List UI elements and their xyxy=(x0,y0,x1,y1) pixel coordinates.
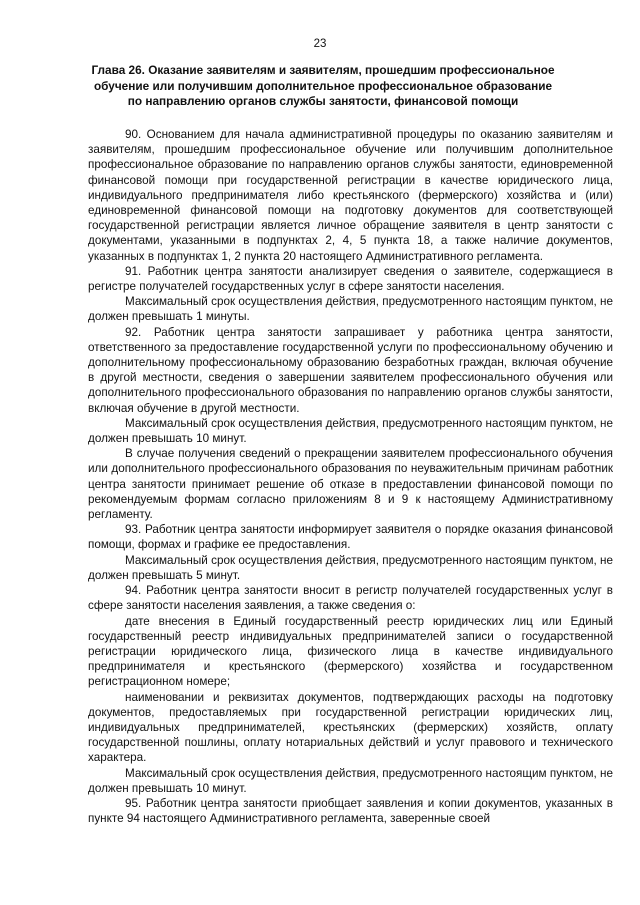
body-text xyxy=(88,127,613,826)
paragraph-92: 92. Работник центра занятости запрашивает у работника центра занятости, ответственного за предоставление государственной услуги по профессиональному обучению и дополнительному профессиональному образованию безработных граждан, включая обучение в другой местности, сведения о завершении заявителем профессионального обучения или дополнительного профессионального образования по направлению органов службы занятости, включая обучение в другой местности. xyxy=(88,325,613,415)
paragraph-92-time-limit: Максимальный срок осуществления действия, предусмотренного настоящим пунктом, не должен превышать 10 минут. xyxy=(88,416,613,446)
paragraph-94-item-documents: наименовании и реквизитах документов, подтверждающих расходы на подготовку документов, предоставляемых при государственной регистрации юридических лиц, индивидуальных предпринимателей, крестьянских (фермерских) хозяйств, оплату государственной пошлины, оплату нотариальных действий и услуг правового и технического характера. xyxy=(88,690,613,765)
paragraph-94-item-registration-date: дате внесения в Единый государственный реестр юридических лиц или Единый государственный реестр индивидуальных предпринимателей записи о государственной регистрации юридического лица, физического лица в качестве индивидуального предпринимателя и крестьянского (фермерского) хозяйства и государственном регистрационном номере; xyxy=(88,614,613,689)
chapter-heading: Глава 26. Оказание заявителям и заявителям, прошедшим профессиональное обучение или получившим дополнительное профессиональное образование по направлению органов службы занятости, финансовой помощи xyxy=(91,63,555,108)
paragraph-92-refusal: В случае получения сведений о прекращении заявителем профессионального обучения или дополнительного профессионального образования по неуважительным причинам работник центра занятости принимает решение об отказе в предоставлении финансовой помощи по рекомендуемым формам согласно приложениям 8 и 9 к настоящему Административному регламенту. xyxy=(88,447,613,522)
paragraph-93-time-limit: Максимальный срок осуществления действия, предусмотренного настоящим пунктом, не должен превышать 5 минут. xyxy=(88,553,613,582)
paragraph-91: 91. Работник центра занятости анализирует сведения о заявителе, содержащиеся в регистре получателей государственных услуг в сфере занятости населения. xyxy=(88,264,613,294)
paragraph-94: 94. Работник центра занятости вносит в регистр получателей государственных услуг в сфере занятости населения заявления, а также сведения о: xyxy=(88,584,613,613)
paragraph-94-time-limit: Максимальный срок осуществления действия, предусмотренного настоящим пунктом, не должен превышать 10 минут. xyxy=(88,766,613,795)
paragraph-90: 90. Основанием для начала административной процедуры по оказанию заявителям и заявителям, прошедшим профессиональное обучение или получившим дополнительное профессиональное образование по направлению органов службы занятости, единовременной финансовой помощи при государственной регистрации в качестве юридического лица, индивидуального предпринимателя либо крестьянского (фермерского) хозяйства и (или) единовременной финансовой помощи на подготовку документов для соответствующей государственной регистрации является личное обращение заявителя в центр занятости с документами, указанными в подпунктах 2, 4, 5 пункта 18, а также наличие документов, указанных в подпунктах 1, 2 пункта 20 настоящего Административного регламента. xyxy=(88,128,613,263)
paragraph-95: 95. Работник центра занятости приобщает заявления и копии документов, указанных в пункте 94 настоящего Административного регламента, заверенные своей xyxy=(88,796,613,826)
page-number: 23 xyxy=(313,38,327,50)
paragraph-91-time-limit: Максимальный срок осуществления действия, предусмотренного настоящим пунктом, не должен превышать 1 минуты. xyxy=(88,295,613,324)
paragraph-93: 93. Работник центра занятости информирует заявителя о порядке оказания финансовой помощи, формах и графике ее предоставления. xyxy=(88,523,613,552)
